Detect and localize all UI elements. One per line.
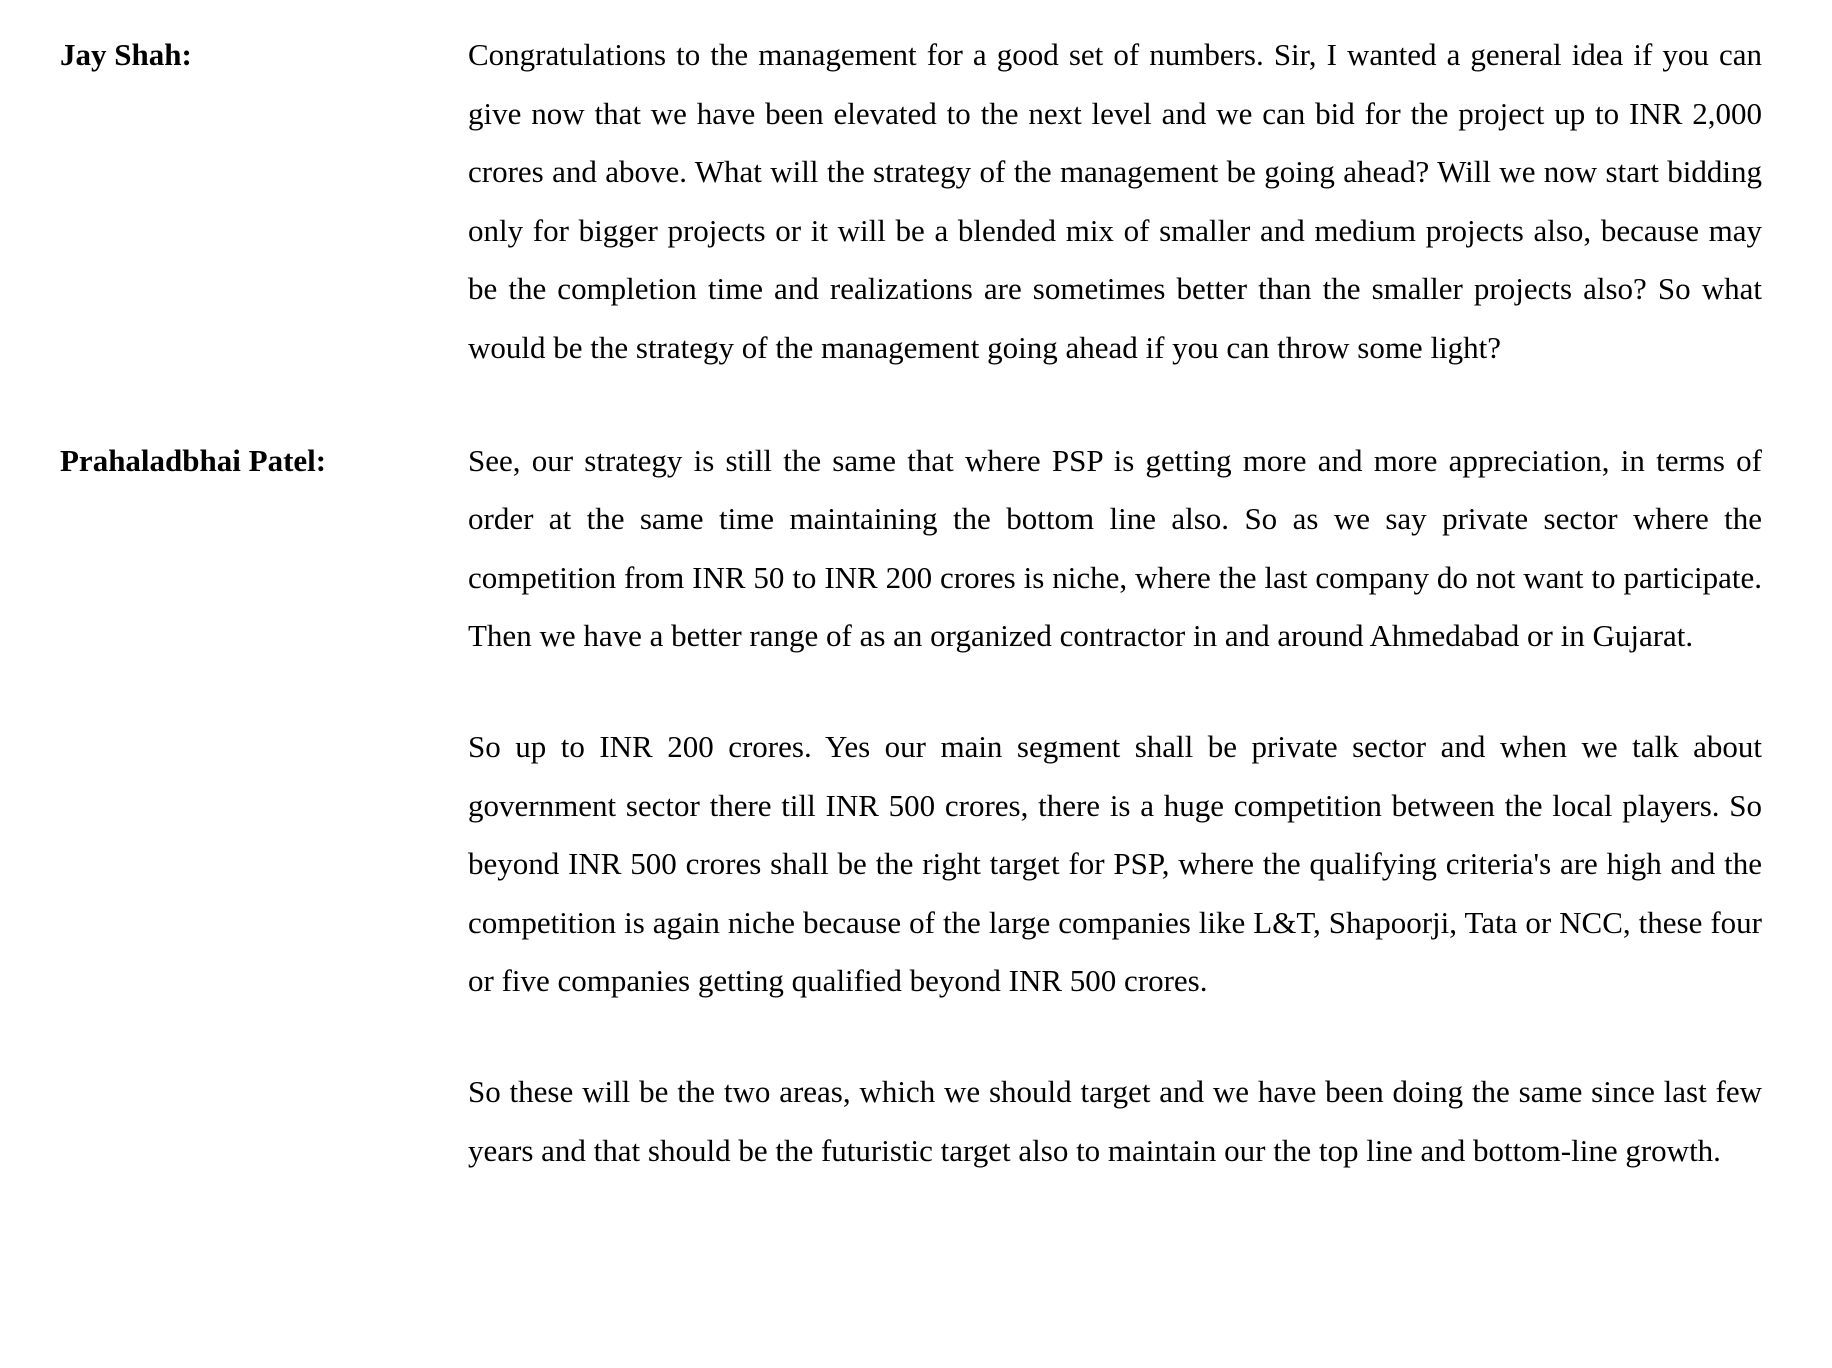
speaker-remarks xyxy=(468,26,1762,378)
speaker-name: Jay Shah: xyxy=(60,37,192,72)
transcript xyxy=(60,26,1772,1234)
paragraph: So these will be the two areas, which we should target and we have been doing the same since last few years and that should be the futuristic target also to maintain our the top line and bottom-line growth. xyxy=(468,1073,1762,1168)
speaker-remarks xyxy=(468,432,1762,1181)
paragraph: Congratulations to the management for a good set of numbers. Sir, I wanted a general idea if you can give now that we have been elevated to the next level and we can bid for the project up to INR 2,000 crores and above. What will the strategy of the management be going ahead? Will we now start bidding only for bigger projects or it will be a blended mix of smaller and medium projects also, because may be the completion time and realizations are sometimes better than the smaller projects also? So what would be the strategy of the management going ahead if you can throw some light? xyxy=(468,37,1762,365)
speaker-name: Prahaladbhai Patel: xyxy=(60,442,327,478)
transcript-entry xyxy=(60,26,1772,378)
transcript-entry xyxy=(60,432,1772,1181)
paragraph: So up to INR 200 crores. Yes our main segment shall be private sector and when we talk about government sector there till INR 500 crores, there is a huge competition between the local players. So beyond INR 500 crores shall be the right target for PSP, where the qualifying criteria's are high and the competition is again niche because of the large companies like L&T, Shapoorji, Tata or NCC, these four or five companies getting qualified beyond INR 500 crores. xyxy=(468,728,1762,999)
paragraph: See, our strategy is still the same that where PSP is getting more and more appreciation, in terms of order at the same time maintaining the bottom line also. So as we say private sector where the competition from INR 50 to INR 200 crores is niche, where the last company do not want to participate. Then we have a better range of as an organized contractor in and around Ahmedabad or in Gujarat. xyxy=(468,442,1762,654)
